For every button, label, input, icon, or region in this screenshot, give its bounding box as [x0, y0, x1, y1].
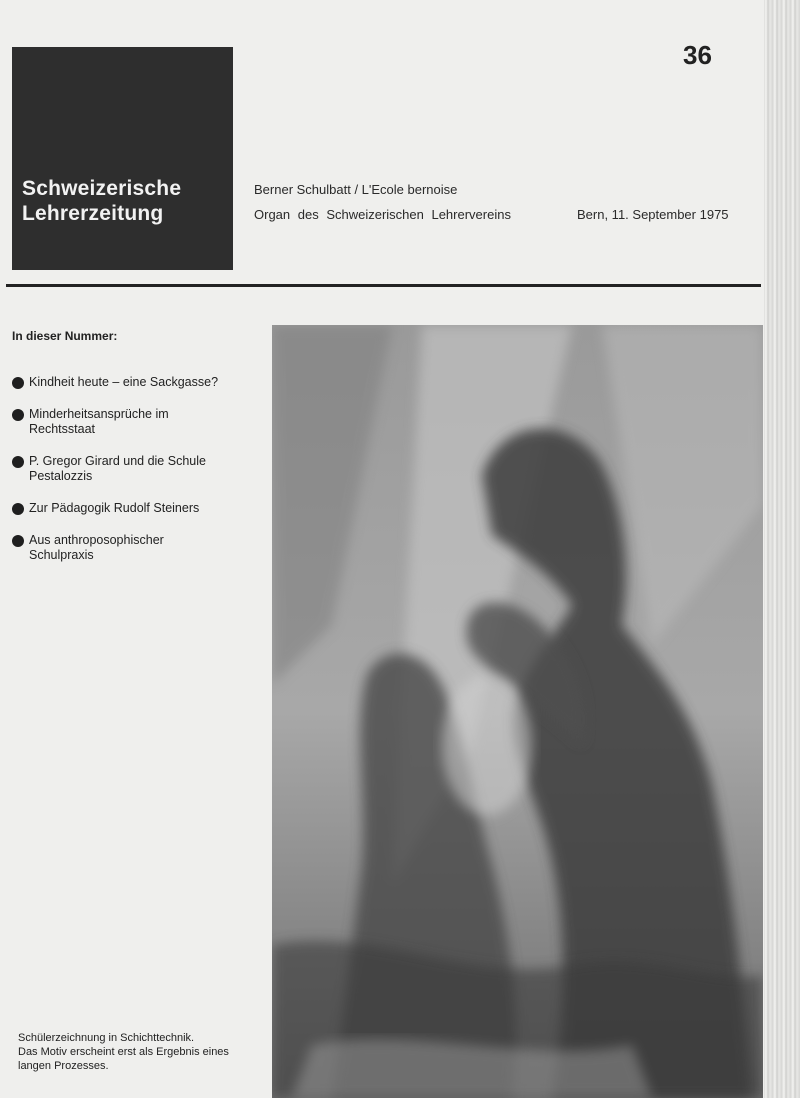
masthead-title-line2: Lehrerzeitung [22, 202, 164, 225]
issue-date: Bern, 11. September 1975 [577, 207, 729, 222]
bullet-icon [12, 409, 24, 421]
issue-number: 36 [683, 40, 712, 70]
image-caption: Schülerzeichnung in Schichttechnik. Das Motiv erscheint erst als Ergebnis eines langen Prozesses. [18, 1032, 229, 1072]
header-divider [6, 284, 761, 287]
contents-list [12, 375, 262, 580]
bullet-icon [12, 503, 24, 515]
masthead-title [22, 176, 181, 226]
contents-item: P. Gregor Girard und die Schule Pestalozzis [12, 454, 262, 484]
masthead-block [12, 47, 233, 270]
contents-item: Aus anthroposophischer Schulpraxis [12, 533, 262, 563]
bullet-icon [12, 535, 24, 547]
contents-item: Minderheitsansprüche im Rechtsstaat [12, 407, 262, 437]
bullet-icon [12, 456, 24, 468]
bullet-icon [12, 377, 24, 389]
contents-heading: In dieser Nummer: [12, 329, 118, 343]
cover-artwork [272, 325, 763, 1098]
masthead-title-line1: Schweizerische [22, 177, 182, 200]
contents-item: Zur Pädagogik Rudolf Steiners [12, 501, 262, 516]
contents-item: Kindheit heute – eine Sackgasse? [12, 375, 262, 390]
publication-organ: Organ des Schweizerischen Lehrervereins [254, 207, 511, 222]
publication-subtitle: Berner Schulbatt / L'Ecole bernoise [254, 182, 458, 197]
page-stack-edge [764, 0, 800, 1098]
